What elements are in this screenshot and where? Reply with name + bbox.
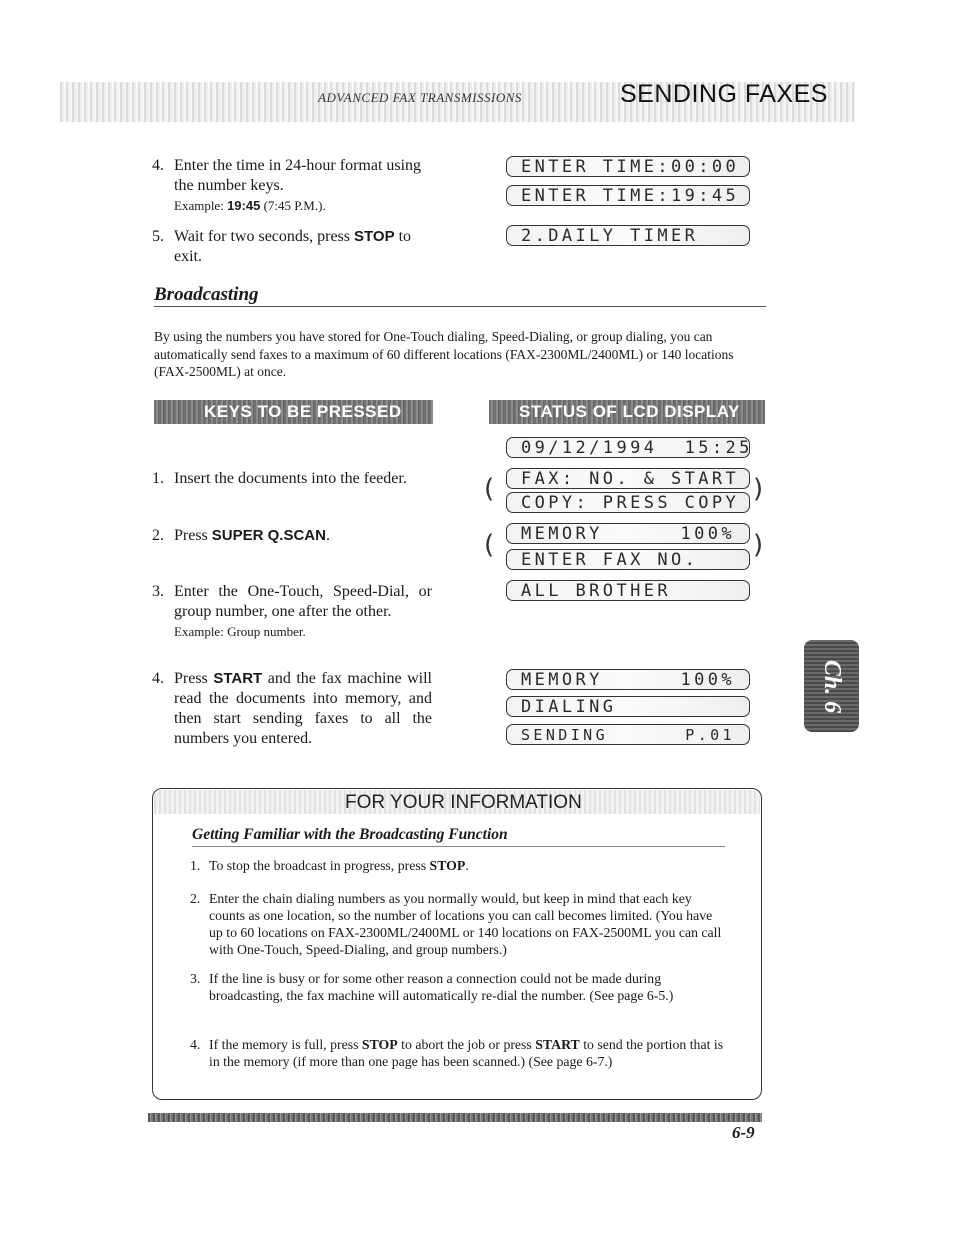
step-number: 4. bbox=[152, 157, 164, 174]
chapter-tab-label: Ch. 6 bbox=[818, 659, 845, 713]
section-intro: By using the numbers you have stored for One-Touch dialing, Speed-Dialing, or group dialing, you can automatically send faxes to a maximum of 60 different locations (FAX-2300ML/2400ML) or 140 locations (FAX-2500ML) at once. bbox=[154, 329, 734, 379]
step-number: 1. bbox=[152, 470, 164, 487]
lcd-enter-time-default: ENTER TIME:00:00 bbox=[506, 156, 750, 177]
fyi-item: 4. If the memory is full, press STOP to abort the job or press START to send the portion that is in the memory (if more than one page has been scanned.) (See page 6-7.) bbox=[190, 1037, 724, 1069]
step-example: Example: Group number. bbox=[174, 624, 306, 639]
step-text: Enter the One-Touch, Speed-Dial, or group number, one after the other. bbox=[174, 583, 432, 620]
timer-step-5 bbox=[152, 227, 442, 267]
section-rule bbox=[154, 306, 766, 307]
lcd-datetime: 09/12/1994 15:25 bbox=[506, 437, 750, 458]
fyi-item: 1. To stop the broadcast in progress, press STOP. bbox=[190, 858, 469, 873]
timer-step-4 bbox=[152, 156, 442, 216]
step-text: Press START and the fax machine will read the documents into memory, and then start sending faxes to all the numbers you entered. bbox=[174, 670, 432, 747]
fyi-item: 3. If the line is busy or for some other reason a connection could not be made during broadcasting, the fax machine will automatically re-dial the number. (See page 6-5.) bbox=[190, 971, 674, 1003]
step-text: Enter the time in 24-hour format using the number keys. bbox=[174, 157, 422, 194]
keys-header: KEYS TO BE PRESSED bbox=[204, 402, 402, 421]
lcd-copy: COPY: PRESS COPY bbox=[506, 492, 750, 513]
step-text: Wait for two seconds, press STOP to exit. bbox=[174, 228, 412, 265]
broadcast-step-2 bbox=[152, 526, 432, 546]
page-number: 6-9 bbox=[732, 1123, 755, 1142]
header-section-subtitle: ADVANCED FAX TRANSMISSIONS bbox=[318, 90, 522, 105]
lcd-memory bbox=[506, 523, 750, 544]
step-number: 3. bbox=[152, 583, 164, 600]
fyi-item: 2. Enter the chain dialing numbers as you normally would, but keep in mind that each key counts as one location, so the number of locations you can call becomes limited. (You have up to 60 locations on FAX-2300ML/2400ML or 140 locations on FAX-2500ML you can call with One-Touch, Speed-Dialing, and group numbers.) bbox=[190, 891, 722, 957]
lcd-sending bbox=[506, 724, 750, 745]
alternating-bracket-icon: ) bbox=[753, 530, 764, 560]
lcd-dialing: DIALING bbox=[506, 696, 750, 717]
fyi-subtitle-rule bbox=[192, 846, 725, 847]
step-example: Example: 19:45 (7:45 P.M.). bbox=[174, 198, 326, 213]
step-number: 5. bbox=[152, 228, 164, 245]
lcd-all-brother: ALL BROTHER bbox=[506, 580, 750, 601]
status-of-lcd-bar bbox=[489, 400, 765, 424]
lcd-memory-label: MEMORY bbox=[521, 524, 603, 544]
alternating-bracket-icon: ( bbox=[484, 530, 495, 560]
status-header: STATUS OF LCD DISPLAY bbox=[519, 402, 740, 421]
step-text: Press SUPER Q.SCAN. bbox=[174, 527, 330, 544]
fyi-subtitle: Getting Familiar with the Broadcasting Function bbox=[192, 826, 508, 843]
lcd-memory-value: 100% bbox=[680, 524, 735, 544]
alternating-bracket-icon: ( bbox=[484, 474, 495, 504]
step-text: Insert the documents into the feeder. bbox=[174, 470, 407, 487]
broadcast-step-4 bbox=[152, 669, 432, 749]
lcd-sending-value: P.01 bbox=[685, 726, 735, 744]
lcd-memory-value: 100% bbox=[680, 670, 735, 690]
step-number: 4. bbox=[152, 670, 164, 687]
step-number: 2. bbox=[152, 527, 164, 544]
lcd-fax-start: FAX: NO. & START bbox=[506, 468, 750, 489]
lcd-enter-time-set: ENTER TIME:19:45 bbox=[506, 185, 750, 206]
fyi-title: FOR YOUR INFORMATION bbox=[345, 792, 582, 813]
lcd-sending-label: SENDING bbox=[521, 726, 609, 744]
chapter-tab bbox=[804, 640, 859, 732]
lcd-memory-2 bbox=[506, 669, 750, 690]
footer-band bbox=[148, 1113, 762, 1122]
lcd-memory-label: MEMORY bbox=[521, 670, 603, 690]
keys-to-be-pressed-bar bbox=[154, 400, 433, 424]
header-title: SENDING FAXES bbox=[620, 80, 828, 108]
lcd-enter-fax-no: ENTER FAX NO. bbox=[506, 549, 750, 570]
lcd-daily-timer: 2.DAILY TIMER bbox=[506, 225, 750, 246]
section-title: Broadcasting bbox=[154, 284, 259, 305]
broadcast-step-3 bbox=[152, 582, 432, 642]
alternating-bracket-icon: ) bbox=[753, 474, 764, 504]
broadcast-step-1 bbox=[152, 469, 432, 489]
